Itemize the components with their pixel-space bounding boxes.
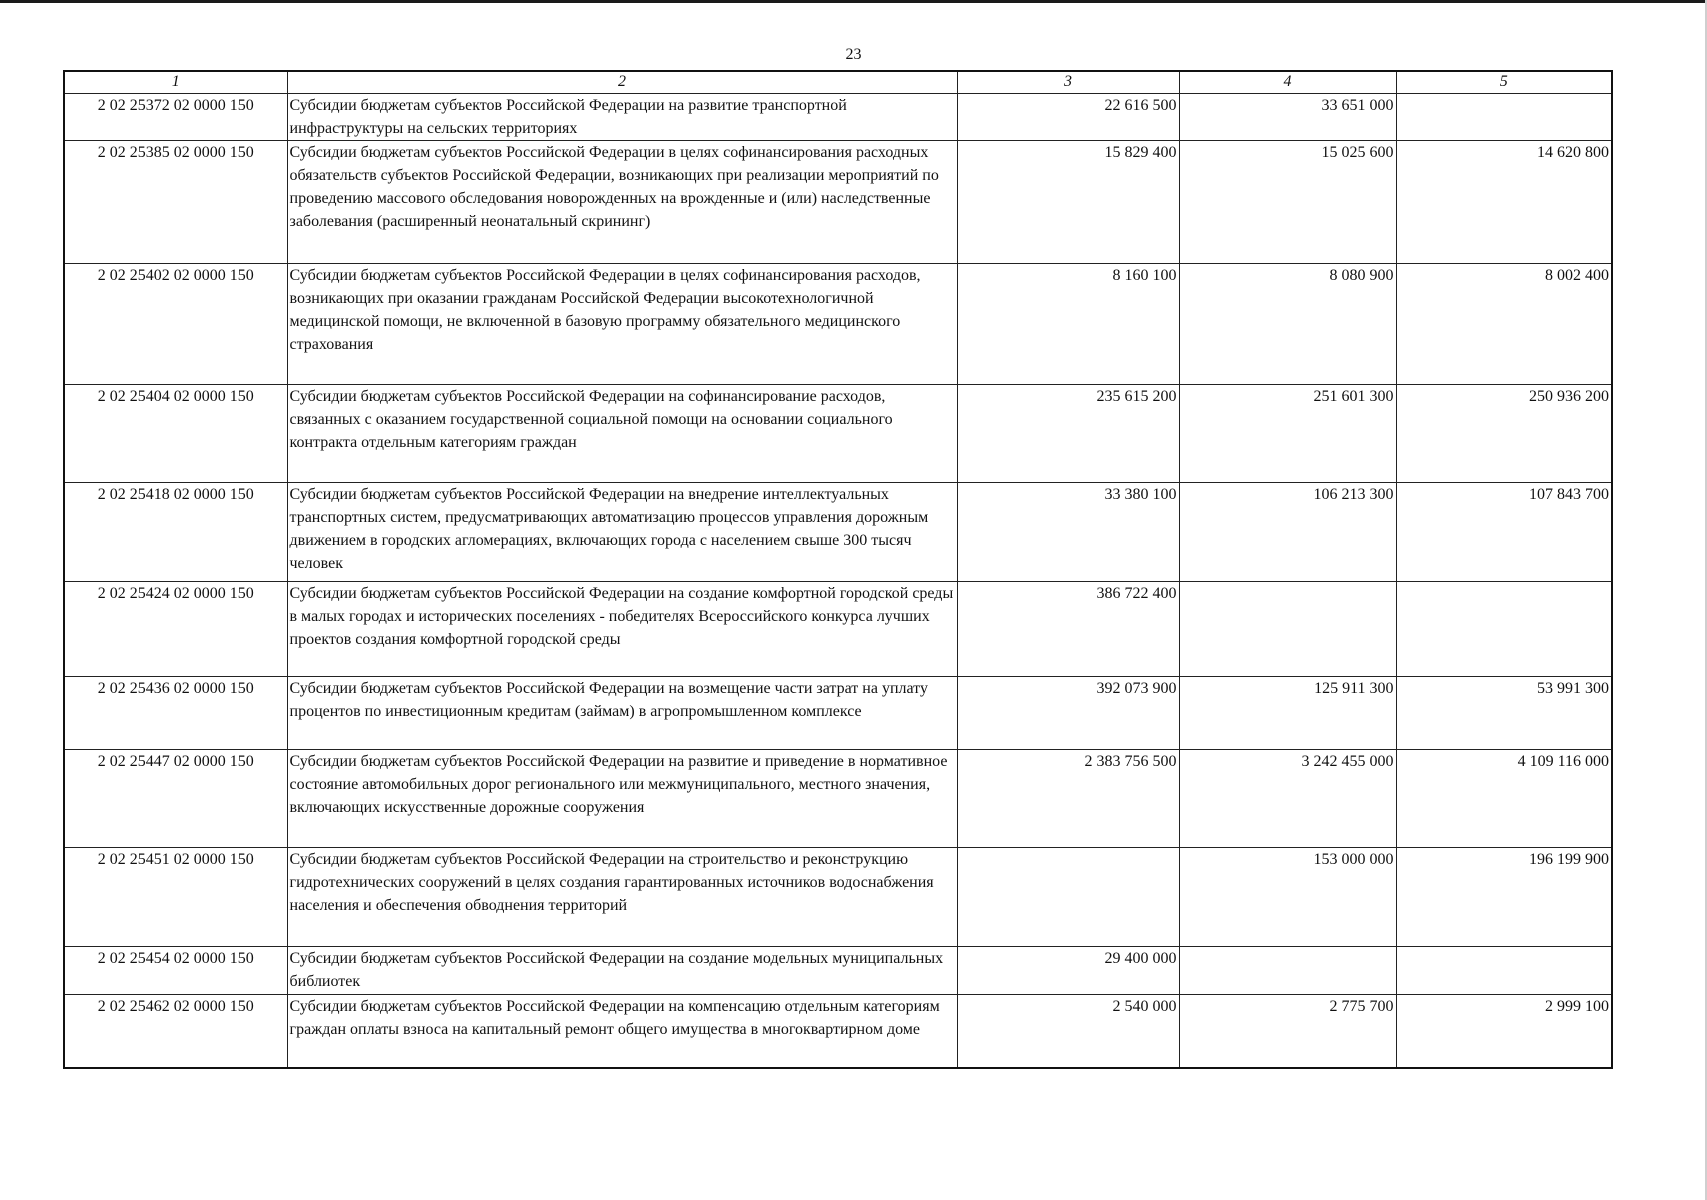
row-name: Субсидии бюджетам субъектов Российской Федерации в целях софинансирования расходных обязательств субъектов Российской Федерации, возникающих при реализации мероприятий по проведению массового обследования новорожденных на врожденные и (или) наследственные заболевания (расширенный неонатальный скрининг) [287,141,957,264]
row-value-col3: 2 540 000 [957,995,1179,1068]
row-value-col3 [957,848,1179,947]
row-code: 2 02 25418 02 0000 150 [64,483,287,582]
row-code: 2 02 25372 02 0000 150 [64,94,287,141]
table-row [64,947,1612,995]
row-value-col4: 125 911 300 [1179,677,1396,750]
row-value-col4: 106 213 300 [1179,483,1396,582]
row-code: 2 02 25451 02 0000 150 [64,848,287,947]
table-row [64,94,1612,141]
row-value-col3: 386 722 400 [957,582,1179,677]
page-number: 23 [845,46,862,63]
row-code: 2 02 25462 02 0000 150 [64,995,287,1068]
row-code: 2 02 25404 02 0000 150 [64,385,287,483]
row-name: Субсидии бюджетам субъектов Российской Федерации на создание комфортной городской среды в малых городах и исторических поселениях - победителях Всероссийского конкурса лучших проектов создания комфортной городской среды [287,582,957,677]
row-code: 2 02 25447 02 0000 150 [64,750,287,848]
row-value-col5: 53 991 300 [1396,677,1612,750]
row-value-col3: 392 073 900 [957,677,1179,750]
row-name: Субсидии бюджетам субъектов Российской Федерации на возмещение части затрат на уплату процентов по инвестиционным кредитам (займам) в агропромышленном комплексе [287,677,957,750]
table-row [64,750,1612,848]
row-name: Субсидии бюджетам субъектов Российской Федерации на софинансирование расходов, связанных с оказанием государственной социальной помощи на основании социального контракта отдельным категориям граждан [287,385,957,483]
table-row [64,141,1612,264]
table-row [64,995,1612,1068]
row-value-col4: 15 025 600 [1179,141,1396,264]
row-value-col3: 15 829 400 [957,141,1179,264]
table-row [64,385,1612,483]
row-value-col4: 33 651 000 [1179,94,1396,141]
scan-edge-top [0,0,1707,3]
row-code: 2 02 25402 02 0000 150 [64,264,287,385]
row-code: 2 02 25424 02 0000 150 [64,582,287,677]
row-value-col3: 33 380 100 [957,483,1179,582]
row-name: Субсидии бюджетам субъектов Российской Федерации на внедрение интеллектуальных транспортных систем, предусматривающих автоматизацию процессов управления дорожным движением в городских агломерациях, включающих города с населением свыше 300 тысяч человек [287,483,957,582]
row-value-col5 [1396,947,1612,995]
header-col-5: 5 [1396,71,1612,94]
row-name: Субсидии бюджетам субъектов Российской Федерации на строительство и реконструкцию гидротехнических сооружений в целях создания гарантированных источников водоснабжения населения и обеспечения обводнения территорий [287,848,957,947]
budget-table [63,70,1613,1069]
header-col-3: 3 [957,71,1179,94]
row-value-col5: 250 936 200 [1396,385,1612,483]
header-row [64,71,1612,94]
row-value-col5: 8 002 400 [1396,264,1612,385]
row-value-col3: 8 160 100 [957,264,1179,385]
header-col-4: 4 [1179,71,1396,94]
row-name: Субсидии бюджетам субъектов Российской Федерации на компенсацию отдельным категориям граждан оплаты взноса на капитальный ремонт общего имущества в многоквартирном доме [287,995,957,1068]
table-row [64,582,1612,677]
row-value-col3: 2 383 756 500 [957,750,1179,848]
row-code: 2 02 25385 02 0000 150 [64,141,287,264]
row-value-col4: 8 080 900 [1179,264,1396,385]
table-row [64,483,1612,582]
row-value-col3: 235 615 200 [957,385,1179,483]
header-col-2: 2 [287,71,957,94]
row-name: Субсидии бюджетам субъектов Российской Федерации в целях софинансирования расходов, возникающих при оказании гражданам Российской Федерации высокотехнологичной медицинской помощи, не включенной в базовую программу обязательного медицинского страхования [287,264,957,385]
row-value-col5 [1396,94,1612,141]
row-value-col3: 22 616 500 [957,94,1179,141]
table-header [64,71,1612,94]
row-name: Субсидии бюджетам субъектов Российской Федерации на создание модельных муниципальных библиотек [287,947,957,995]
table-row [64,677,1612,750]
row-value-col5 [1396,582,1612,677]
table-row [64,264,1612,385]
row-value-col5: 4 109 116 000 [1396,750,1612,848]
row-value-col4 [1179,582,1396,677]
row-value-col4 [1179,947,1396,995]
row-value-col4: 2 775 700 [1179,995,1396,1068]
row-name: Субсидии бюджетам субъектов Российской Федерации на развитие транспортной инфраструктуры на сельских территориях [287,94,957,141]
row-name: Субсидии бюджетам субъектов Российской Федерации на развитие и приведение в нормативное состояние автомобильных дорог регионального или межмуниципального, местного значения, включающих искусственные дорожные сооружения [287,750,957,848]
row-value-col4: 251 601 300 [1179,385,1396,483]
row-code: 2 02 25436 02 0000 150 [64,677,287,750]
row-value-col5: 14 620 800 [1396,141,1612,264]
table-row [64,848,1612,947]
row-value-col4: 3 242 455 000 [1179,750,1396,848]
row-value-col4: 153 000 000 [1179,848,1396,947]
row-value-col5: 107 843 700 [1396,483,1612,582]
header-col-1: 1 [64,71,287,94]
row-value-col3: 29 400 000 [957,947,1179,995]
table-body [64,94,1612,1068]
row-value-col5: 196 199 900 [1396,848,1612,947]
row-value-col5: 2 999 100 [1396,995,1612,1068]
row-code: 2 02 25454 02 0000 150 [64,947,287,995]
